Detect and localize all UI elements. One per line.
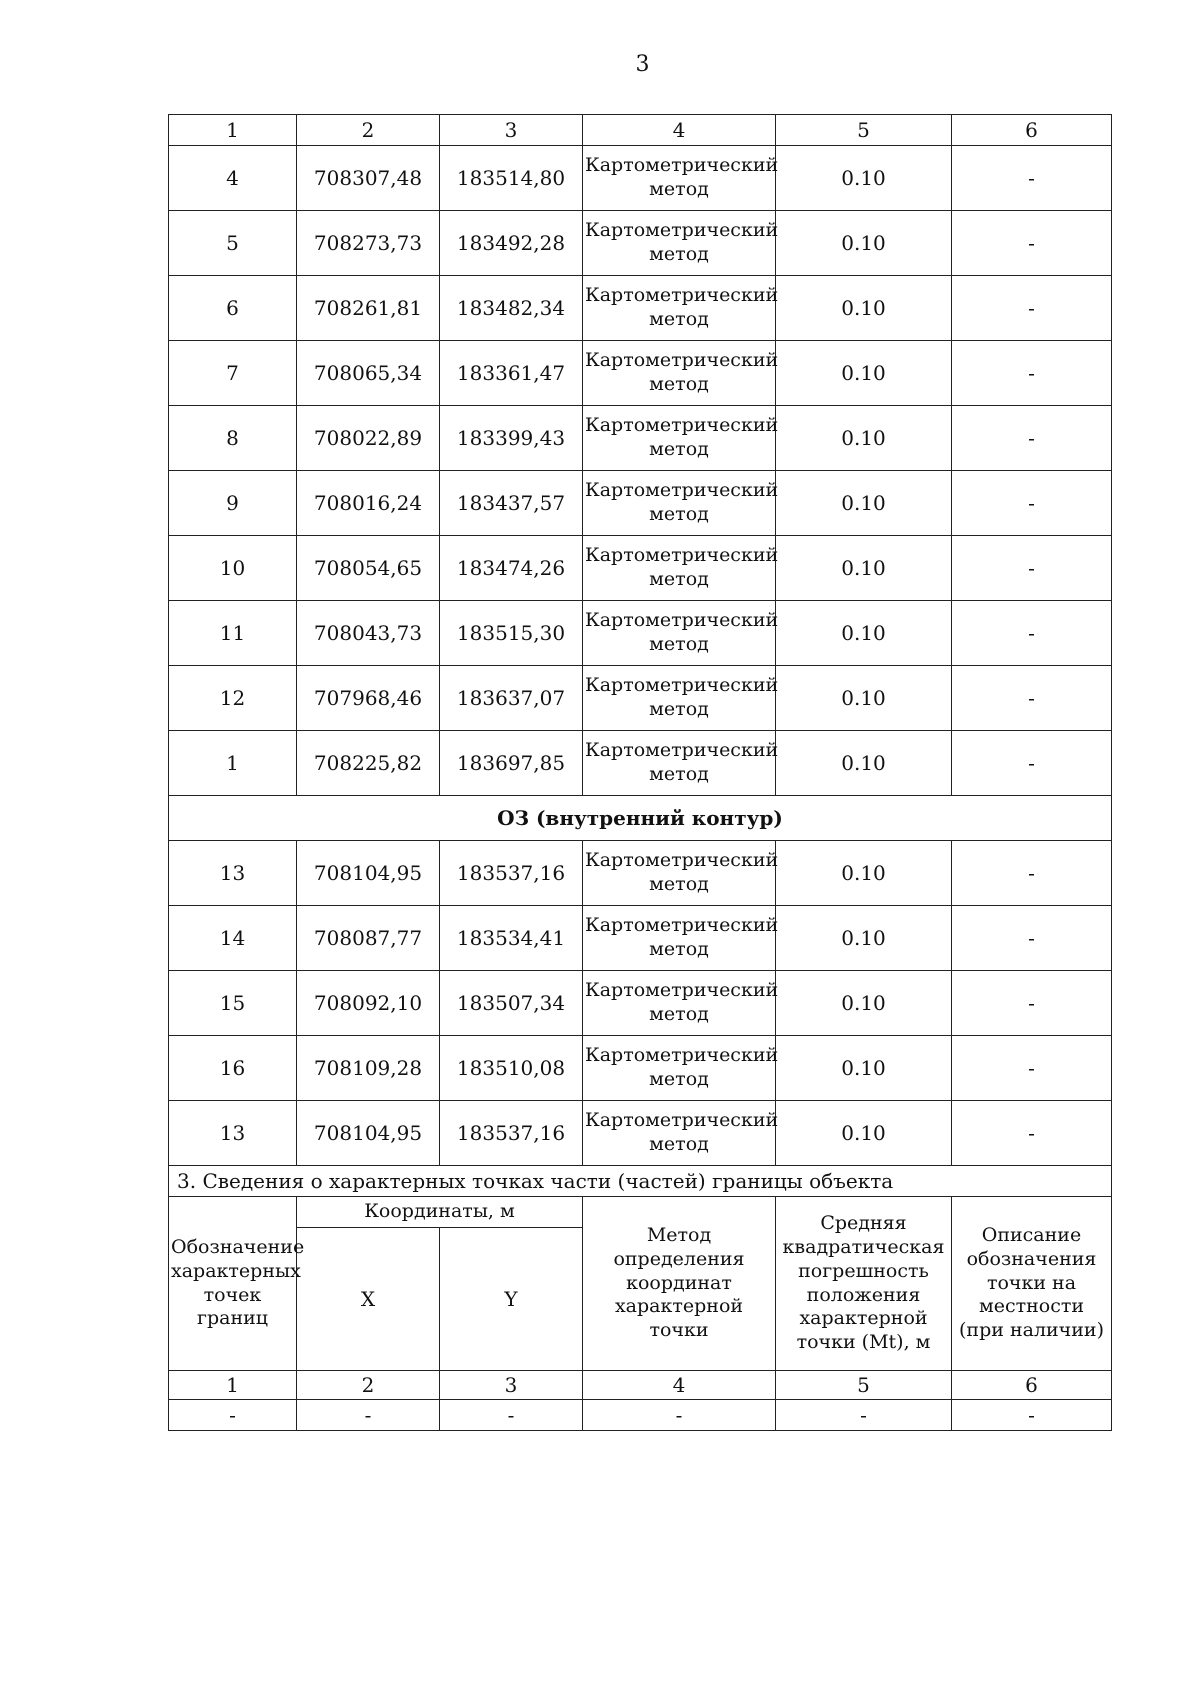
y-coordinate-cell: 183515,30	[440, 601, 583, 666]
point-cell: 16	[169, 1036, 297, 1101]
description-cell: -	[952, 906, 1112, 971]
table-row	[169, 971, 1112, 1036]
point-cell: 1	[169, 731, 297, 796]
x-coordinate-cell: 708087,77	[297, 906, 440, 971]
y-coordinate-cell: 183492,28	[440, 211, 583, 276]
description-cell: -	[952, 341, 1112, 406]
header-point: Обозначение характерных точек границ	[169, 1197, 297, 1371]
column-number: 4	[583, 115, 776, 146]
table-row	[169, 601, 1112, 666]
column-number: 1	[169, 115, 297, 146]
x-coordinate-cell: 708016,24	[297, 471, 440, 536]
column-number: 3	[440, 115, 583, 146]
column-number: 5	[776, 1371, 952, 1400]
y-coordinate-cell: 183514,80	[440, 146, 583, 211]
point-cell: 13	[169, 841, 297, 906]
y-coordinate-cell: 183361,47	[440, 341, 583, 406]
method-cell: Картометрический метод	[583, 906, 776, 971]
y-coordinate-cell: 183534,41	[440, 906, 583, 971]
description-cell: -	[952, 146, 1112, 211]
column-number: 4	[583, 1371, 776, 1400]
column-number: 1	[169, 1371, 297, 1400]
header-y: Y	[440, 1228, 583, 1371]
column-number-row	[169, 115, 1112, 146]
description-cell: -	[952, 471, 1112, 536]
point-cell: 9	[169, 471, 297, 536]
method-cell: Картометрический метод	[583, 731, 776, 796]
section3-title: 3. Сведения о характерных точках части (частей) границы объекта	[169, 1166, 1112, 1197]
header-method: Метод определения координат характерной точки	[583, 1197, 776, 1371]
description-cell: -	[952, 841, 1112, 906]
x-coordinate-cell: 708092,10	[297, 971, 440, 1036]
empty-cell: -	[952, 1400, 1112, 1431]
section3-column-number-row	[169, 1371, 1112, 1400]
method-cell: Картометрический метод	[583, 536, 776, 601]
x-coordinate-cell: 708225,82	[297, 731, 440, 796]
x-coordinate-cell: 708104,95	[297, 1101, 440, 1166]
page-number: 3	[635, 52, 650, 77]
column-number: 2	[297, 115, 440, 146]
method-cell: Картометрический метод	[583, 341, 776, 406]
x-coordinate-cell: 708022,89	[297, 406, 440, 471]
table-row	[169, 906, 1112, 971]
header-mt: Средняя квадратическая погрешность положения характерной точки (Mt), м	[776, 1197, 952, 1371]
method-cell: Картометрический метод	[583, 211, 776, 276]
y-coordinate-cell: 183474,26	[440, 536, 583, 601]
column-number: 3	[440, 1371, 583, 1400]
y-coordinate-cell: 183510,08	[440, 1036, 583, 1101]
x-coordinate-cell: 708109,28	[297, 1036, 440, 1101]
x-coordinate-cell: 707968,46	[297, 666, 440, 731]
table-row	[169, 1036, 1112, 1101]
mt-cell: 0.10	[776, 211, 952, 276]
point-cell: 8	[169, 406, 297, 471]
mt-cell: 0.10	[776, 471, 952, 536]
y-coordinate-cell: 183697,85	[440, 731, 583, 796]
point-cell: 11	[169, 601, 297, 666]
column-number: 5	[776, 115, 952, 146]
x-coordinate-cell: 708261,81	[297, 276, 440, 341]
table-row	[169, 471, 1112, 536]
method-cell: Картометрический метод	[583, 666, 776, 731]
mt-cell: 0.10	[776, 341, 952, 406]
mt-cell: 0.10	[776, 666, 952, 731]
y-coordinate-cell: 183537,16	[440, 841, 583, 906]
table-row	[169, 276, 1112, 341]
empty-cell: -	[440, 1400, 583, 1431]
y-coordinate-cell: 183482,34	[440, 276, 583, 341]
mt-cell: 0.10	[776, 601, 952, 666]
point-cell: 5	[169, 211, 297, 276]
method-cell: Картометрический метод	[583, 1036, 776, 1101]
method-cell: Картометрический метод	[583, 406, 776, 471]
description-cell: -	[952, 1036, 1112, 1101]
table-row	[169, 841, 1112, 906]
empty-cell: -	[583, 1400, 776, 1431]
x-coordinate-cell: 708104,95	[297, 841, 440, 906]
description-cell: -	[952, 1101, 1112, 1166]
method-cell: Картометрический метод	[583, 276, 776, 341]
table-row	[169, 1101, 1112, 1166]
inner-contour-title: ОЗ (внутренний контур)	[169, 796, 1112, 841]
mt-cell: 0.10	[776, 906, 952, 971]
column-number: 6	[952, 115, 1112, 146]
x-coordinate-cell: 708054,65	[297, 536, 440, 601]
table-row	[169, 406, 1112, 471]
mt-cell: 0.10	[776, 841, 952, 906]
point-cell: 13	[169, 1101, 297, 1166]
description-cell: -	[952, 406, 1112, 471]
x-coordinate-cell: 708273,73	[297, 211, 440, 276]
description-cell: -	[952, 666, 1112, 731]
point-cell: 4	[169, 146, 297, 211]
method-cell: Картометрический метод	[583, 471, 776, 536]
description-cell: -	[952, 536, 1112, 601]
description-cell: -	[952, 601, 1112, 666]
mt-cell: 0.10	[776, 406, 952, 471]
y-coordinate-cell: 183399,43	[440, 406, 583, 471]
method-cell: Картометрический метод	[583, 146, 776, 211]
table-row	[169, 536, 1112, 601]
y-coordinate-cell: 183537,16	[440, 1101, 583, 1166]
point-cell: 12	[169, 666, 297, 731]
empty-cell: -	[297, 1400, 440, 1431]
table-row	[169, 211, 1112, 276]
table-row	[169, 146, 1112, 211]
method-cell: Картометрический метод	[583, 971, 776, 1036]
y-coordinate-cell: 183637,07	[440, 666, 583, 731]
description-cell: -	[952, 731, 1112, 796]
table-row	[169, 666, 1112, 731]
mt-cell: 0.10	[776, 1036, 952, 1101]
y-coordinate-cell: 183437,57	[440, 471, 583, 536]
mt-cell: 0.10	[776, 1101, 952, 1166]
mt-cell: 0.10	[776, 971, 952, 1036]
point-cell: 10	[169, 536, 297, 601]
mt-cell: 0.10	[776, 276, 952, 341]
column-number: 2	[297, 1371, 440, 1400]
description-cell: -	[952, 276, 1112, 341]
header-coordinates: Координаты, м	[297, 1197, 583, 1228]
mt-cell: 0.10	[776, 731, 952, 796]
description-cell: -	[952, 211, 1112, 276]
x-coordinate-cell: 708065,34	[297, 341, 440, 406]
section3-empty-row	[169, 1400, 1112, 1431]
point-cell: 6	[169, 276, 297, 341]
y-coordinate-cell: 183507,34	[440, 971, 583, 1036]
column-number: 6	[952, 1371, 1112, 1400]
method-cell: Картометрический метод	[583, 1101, 776, 1166]
table-row	[169, 731, 1112, 796]
table-row	[169, 341, 1112, 406]
header-x: X	[297, 1228, 440, 1371]
method-cell: Картометрический метод	[583, 841, 776, 906]
point-cell: 7	[169, 341, 297, 406]
empty-cell: -	[169, 1400, 297, 1431]
inner-contour-section-row	[169, 796, 1112, 841]
point-cell: 15	[169, 971, 297, 1036]
header-description: Описание обозначения точки на местности (при наличии)	[952, 1197, 1112, 1371]
mt-cell: 0.10	[776, 146, 952, 211]
section3-header-row	[169, 1197, 1112, 1228]
mt-cell: 0.10	[776, 536, 952, 601]
point-cell: 14	[169, 906, 297, 971]
x-coordinate-cell: 708043,73	[297, 601, 440, 666]
x-coordinate-cell: 708307,48	[297, 146, 440, 211]
method-cell: Картометрический метод	[583, 601, 776, 666]
boundary-points-table	[168, 114, 1112, 1431]
empty-cell: -	[776, 1400, 952, 1431]
section3-title-row	[169, 1166, 1112, 1197]
description-cell: -	[952, 971, 1112, 1036]
